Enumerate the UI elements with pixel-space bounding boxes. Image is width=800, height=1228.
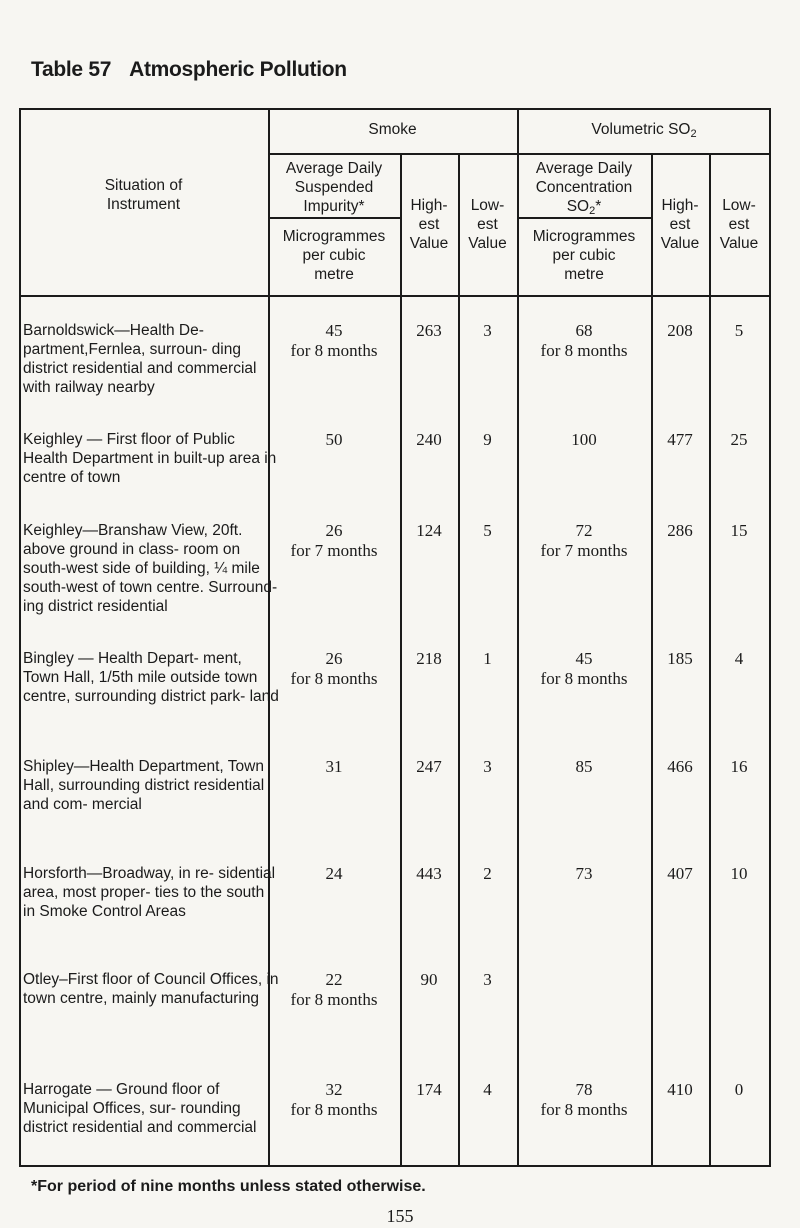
header-smoke-lowest: Low- est Value <box>468 197 507 252</box>
smoke-highest: 443 <box>416 864 442 883</box>
so2-highest: 407 <box>667 864 693 883</box>
row-situation: Shipley—Health Department, Town Hall, surrounding district residential and com- mercial <box>23 758 265 813</box>
header-smoke-highest: High- est Value <box>409 197 449 252</box>
smoke-lowest: 4 <box>483 1080 492 1099</box>
smoke-lowest: 9 <box>483 430 492 449</box>
table-number: Table 57 <box>31 58 112 81</box>
smoke-highest: 124 <box>416 521 442 540</box>
so2-average: 72 <box>575 521 593 540</box>
so2-lowest: 25 <box>730 430 748 449</box>
row-situation: Keighley — First floor of Public Health Department in built-up area in centre of town <box>23 431 277 486</box>
so2-lowest: 0 <box>734 1080 744 1099</box>
smoke-average: 24 <box>325 864 343 883</box>
group-rule-smoke <box>268 153 517 155</box>
smoke-lowest: 3 <box>483 321 492 340</box>
units-rule-smoke <box>268 217 400 219</box>
smoke-average: 22 <box>325 970 343 989</box>
smoke-average: 50 <box>325 430 343 449</box>
header-so2-average-sub: 2 <box>589 205 596 217</box>
smoke-highest: 247 <box>416 757 442 776</box>
units-rule-so2 <box>517 217 651 219</box>
header-so2 <box>517 120 771 139</box>
row-situation: Horsforth—Broadway, in re- sidential area, most proper- ties to the south in Smoke Control Areas <box>23 865 276 920</box>
so2-highest: 185 <box>667 649 693 668</box>
so2-lowest: 5 <box>734 321 744 340</box>
row-situation: Otley–First floor of Council Offices, in town centre, mainly manufacturing <box>23 971 279 1007</box>
so2-highest: 208 <box>667 321 693 340</box>
col-rule-8 <box>769 108 771 1166</box>
table-title <box>31 58 347 82</box>
so2-average: 100 <box>571 430 597 449</box>
smoke-lowest: 3 <box>483 757 492 776</box>
header-so2-lowest: Low- est Value <box>719 197 759 252</box>
bottom-rule <box>19 1165 771 1167</box>
col-rule-1 <box>19 108 21 1166</box>
top-rule <box>19 108 771 110</box>
so2-lowest: 4 <box>734 649 744 668</box>
table-name: Atmospheric Pollution <box>129 58 347 81</box>
so2-average: 85 <box>575 757 593 776</box>
smoke-highest: 240 <box>416 430 442 449</box>
so2-highest: 286 <box>667 521 693 540</box>
so2-lowest: 10 <box>730 864 748 883</box>
group-rule-so2 <box>517 153 771 155</box>
footnote: *For period of nine months unless stated otherwise. <box>31 1178 426 1195</box>
header-so2-text: Volumetric SO <box>591 121 691 138</box>
pollution-table <box>19 108 771 1166</box>
so2-average: 45 <box>575 649 593 668</box>
header-so2-highest: High- est Value <box>660 197 700 252</box>
so2-highest: 410 <box>667 1080 693 1099</box>
smoke-highest: 263 <box>416 321 442 340</box>
header-so2-units: Microgrammes per cubic metre <box>532 228 636 283</box>
so2-average-note: for 8 months <box>540 669 628 688</box>
so2-average: 68 <box>575 321 593 340</box>
smoke-average: 45 <box>325 321 343 340</box>
header-bottom-rule <box>19 295 771 297</box>
so2-highest: 466 <box>667 757 693 776</box>
so2-lowest: 15 <box>730 521 748 540</box>
header-smoke: Smoke <box>368 121 417 138</box>
smoke-lowest: 3 <box>483 970 492 989</box>
so2-average-note: for 8 months <box>540 1100 628 1119</box>
smoke-lowest: 2 <box>483 864 492 883</box>
smoke-highest: 218 <box>416 649 442 668</box>
smoke-average-note: for 8 months <box>290 990 378 1009</box>
smoke-average-note: for 8 months <box>290 669 378 688</box>
smoke-average: 26 <box>325 521 343 540</box>
row-situation: Bingley — Health Depart- ment, Town Hall, 1/5th mile outside town centre, surrounding district park- land <box>23 650 279 705</box>
smoke-highest: 90 <box>420 970 438 989</box>
header-smoke-average: Average Daily Suspended Impurity* <box>285 160 383 215</box>
smoke-average-note: for 8 months <box>290 341 378 360</box>
smoke-average: 26 <box>325 649 343 668</box>
smoke-lowest: 1 <box>483 649 492 668</box>
smoke-average-note: for 7 months <box>290 541 378 560</box>
row-situation: Barnoldswick—Health De- partment,Fernlea, surroun- ding district residential and commercial with railway nearby <box>23 322 257 396</box>
header-so2-average-text: Average Daily Concentration SO <box>535 160 633 215</box>
header-situation: Situation of Instrument <box>104 177 183 213</box>
smoke-average: 31 <box>325 757 343 776</box>
so2-highest: 477 <box>667 430 693 449</box>
header-so2-sub: 2 <box>690 128 697 140</box>
smoke-average: 32 <box>325 1080 343 1099</box>
row-situation: Keighley—Branshaw View, 20ft. above ground in class- room on south-west side of building, ¼ mile south-west of town centre. Surround- ing district residential <box>23 522 278 615</box>
row-situation: Harrogate — Ground floor of Municipal Offices, sur- rounding district residential and commercial <box>23 1081 257 1136</box>
so2-average-note: for 8 months <box>540 341 628 360</box>
header-so2-average-star: * <box>595 198 602 215</box>
smoke-highest: 174 <box>416 1080 442 1099</box>
smoke-lowest: 5 <box>483 521 492 540</box>
header-so2-average <box>517 159 651 216</box>
header-smoke-units: Microgrammes per cubic metre <box>282 228 386 283</box>
so2-average: 73 <box>575 864 593 883</box>
so2-average-note: for 7 months <box>540 541 628 560</box>
smoke-average-note: for 8 months <box>290 1100 378 1119</box>
page-number: 155 <box>386 1206 414 1226</box>
so2-average: 78 <box>575 1080 593 1099</box>
so2-lowest: 16 <box>730 757 748 776</box>
